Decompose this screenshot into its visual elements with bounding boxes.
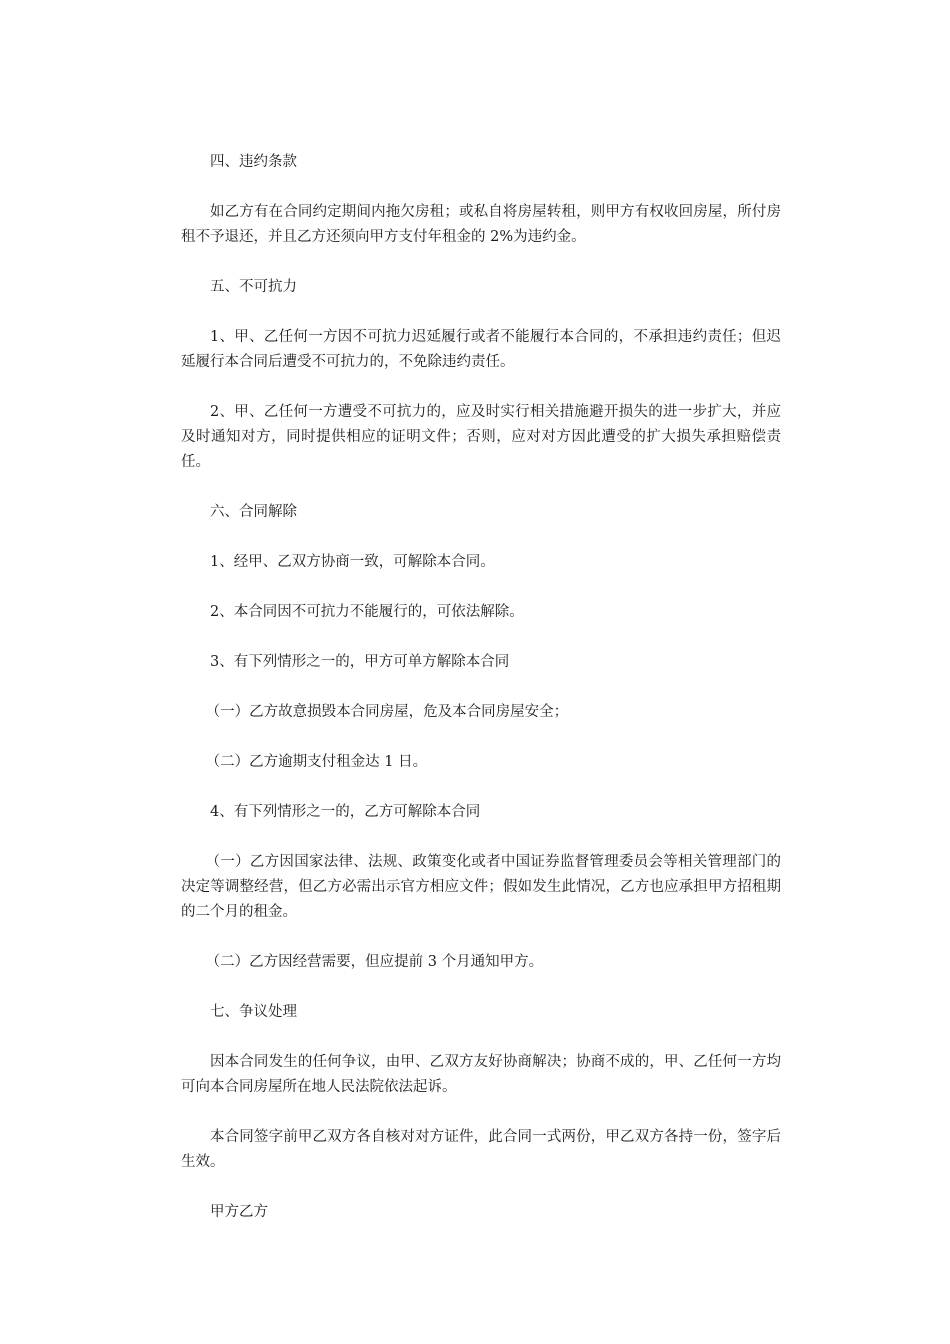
section-heading-breach: 四、违约条款 [210, 154, 297, 170]
paragraph-dispute-2: 本合同签字前甲乙双方各自核对对方证件，此合同一式两份，甲乙双方各持一份，签字后生效。 [181, 1129, 781, 1170]
signature-line: 甲方乙方 [210, 1204, 268, 1220]
paragraph-termination-3-item-1: （一）乙方故意损毁本合同房屋，危及本合同房屋安全； [205, 704, 569, 720]
paragraph-breach-terms: 如乙方有在合同约定期间内拖欠房租；或私自将房屋转租，则甲方有权收回房屋，所付房租不予退还，并且乙方还须向甲方支付年租金的 2%为违约金。 [181, 204, 781, 245]
paragraph-termination-3-item-2: （二）乙方逾期支付租金达 1 日。 [205, 754, 428, 770]
paragraph-force-majeure-2: 2、甲、乙任何一方遭受不可抗力的，应及时实行相关措施避开损失的进一步扩大，并应及时通知对方，同时提供相应的证明文件；否则，应对对方因此遭受的扩大损失承担赔偿责任。 [181, 404, 781, 470]
section-heading-force-majeure: 五、不可抗力 [210, 279, 297, 295]
paragraph-termination-1: 1、经甲、乙双方协商一致，可解除本合同。 [210, 554, 495, 570]
paragraph-termination-4: 4、有下列情形之一的，乙方可解除本合同 [210, 804, 481, 820]
section-heading-dispute: 七、争议处理 [210, 1004, 297, 1020]
section-heading-termination: 六、合同解除 [210, 504, 297, 520]
paragraph-dispute-1: 因本合同发生的任何争议，由甲、乙双方友好协商解决；协商不成的，甲、乙任何一方均可向本合同房屋所在地人民法院依法起诉。 [181, 1054, 781, 1095]
paragraph-termination-4-item-1: （一）乙方因国家法律、法规、政策变化或者中国证券监督管理委员会等相关管理部门的决定等调整经营，但乙方必需出示官方相应文件；假如发生此情况，乙方也应承担甲方招租期的二个月的租金。 [181, 854, 781, 920]
paragraph-termination-3: 3、有下列情形之一的，甲方可单方解除本合同 [210, 654, 510, 670]
paragraph-termination-2: 2、本合同因不可抗力不能履行的，可依法解除。 [210, 604, 524, 620]
document-page [181, 150, 781, 1250]
paragraph-force-majeure-1: 1、甲、乙任何一方因不可抗力迟延履行或者不能履行本合同的，不承担违约责任；但迟延履行本合同后遭受不可抗力的，不免除违约责任。 [181, 329, 781, 370]
paragraph-termination-4-item-2: （二）乙方因经营需要，但应提前 3 个月通知甲方。 [205, 954, 544, 970]
